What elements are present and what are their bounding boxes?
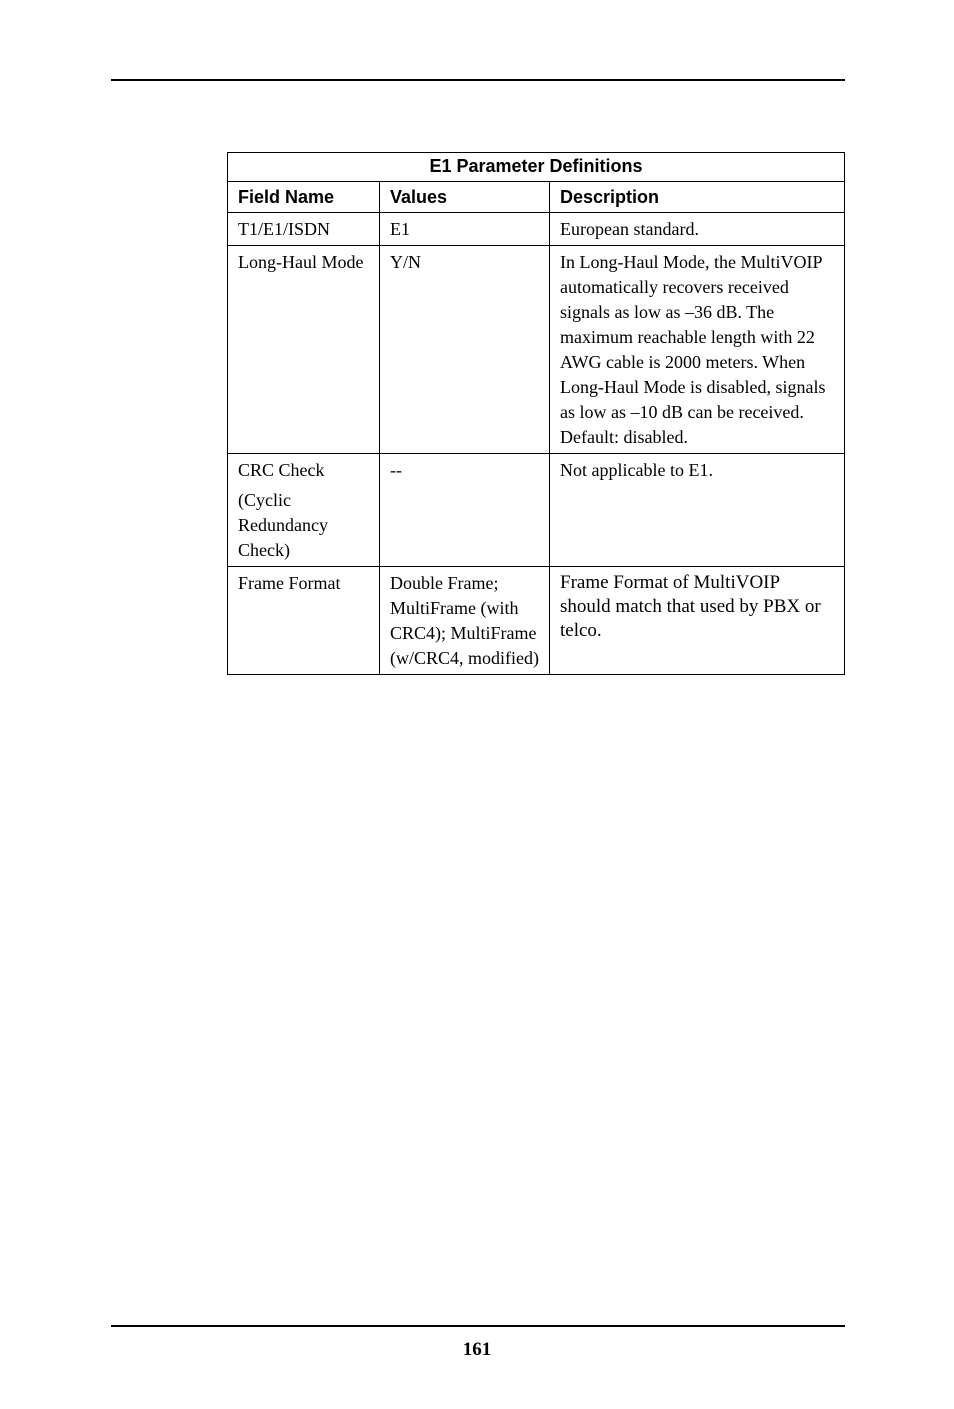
e1-parameter-table [227,152,845,675]
page-number: 161 [462,1339,492,1360]
table-row [228,454,845,567]
table-title: E1 Parameter Definitions [228,153,845,182]
description-default: Default: disabled. [560,427,688,447]
column-header-field-name: Field Name [228,182,380,213]
header-rule [111,79,845,81]
values-cell: Double Frame; MultiFrame (with CRC4); MultiFrame (w/CRC4, modified) [380,567,550,675]
table-row [228,213,845,246]
values-cell: E1 [380,213,550,246]
values-cell: Y/N [380,246,550,454]
description-cell [550,567,845,675]
column-header-description: Description [550,182,845,213]
field-name: Long-Haul Mode [238,252,364,272]
description-text: European standard. [560,219,699,239]
description-text: Not applicable to E1. [560,460,713,480]
column-header-values: Values [380,182,550,213]
description-cell [550,213,845,246]
field-name: CRC Check [238,460,325,480]
footer-rule [111,1325,845,1327]
field-name: T1/E1/ISDN [238,219,330,239]
description-text: In Long-Haul Mode, the MultiVOIP automatically recovers received signals as low as –36 dB. The maximum reachable length with 22 AWG cable is 2000 meters. When Long-Haul Mode is disabled, signals as low as –10 dB can be received. [560,252,826,422]
values-cell: -- [380,454,550,567]
field-name-cell [228,454,380,567]
field-name-cell [228,246,380,454]
field-name-expansion: (Cyclic Redundancy Check) [238,490,328,560]
field-name-cell [228,567,380,675]
table-row [228,246,845,454]
description-cell [550,454,845,567]
description-cell [550,246,845,454]
description-text: Frame Format of MultiVOIP should match that used by PBX or telco. [560,572,821,641]
field-name-cell [228,213,380,246]
field-name: Frame Format [238,573,341,593]
table-header-row [228,182,845,213]
table-title-row [228,153,845,182]
table-row [228,567,845,675]
